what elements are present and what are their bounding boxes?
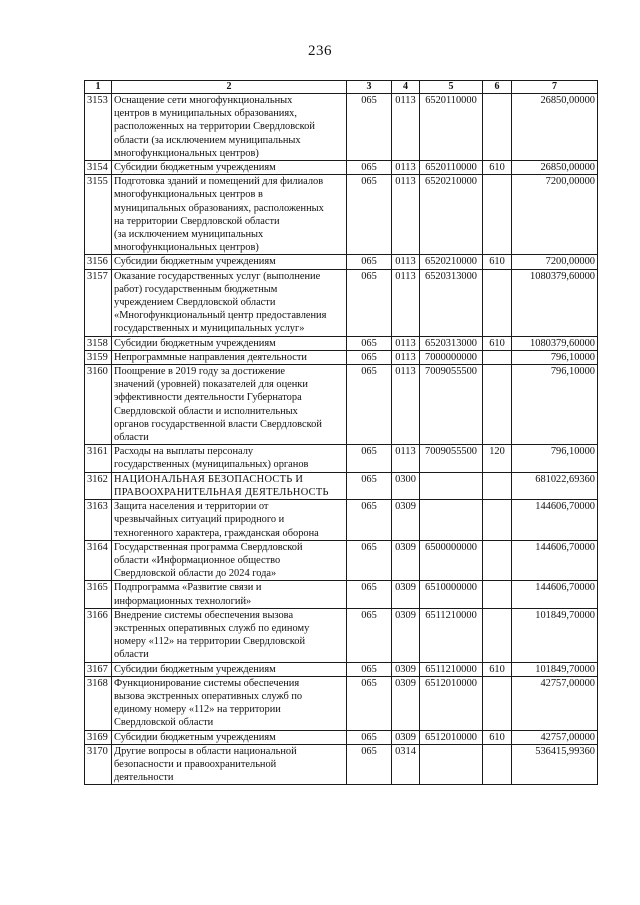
section-code: 0113 <box>392 365 420 445</box>
ministry-code: 065 <box>347 608 392 662</box>
target-item-code: 6520210000 <box>420 255 483 269</box>
section-code: 0113 <box>392 336 420 350</box>
row-name-line: (за исключением муниципальных <box>114 229 264 241</box>
row-name <box>112 365 347 445</box>
amount: 7200,00000 <box>512 175 598 255</box>
ministry-code: 065 <box>347 445 392 472</box>
row-name-line: области <box>114 649 149 661</box>
section-code: 0309 <box>392 500 420 541</box>
row-name <box>112 336 347 350</box>
row-name <box>112 676 347 730</box>
amount: 796,10000 <box>512 445 598 472</box>
table-row <box>85 175 598 255</box>
row-number: 3162 <box>85 472 112 499</box>
target-item-code: 7009055500 <box>420 365 483 445</box>
row-name-line: на территории Свердловской области <box>114 215 280 227</box>
ministry-code: 065 <box>347 269 392 336</box>
row-name-line: чрезвычайных ситуаций природного и <box>114 514 285 526</box>
row-number: 3156 <box>85 255 112 269</box>
row-number: 3163 <box>85 500 112 541</box>
target-item-code: 6520313000 <box>420 336 483 350</box>
ministry-code: 065 <box>347 744 392 785</box>
table-row <box>85 350 598 364</box>
section-code: 0309 <box>392 540 420 581</box>
row-name-line: центров в муниципальных образованиях, <box>114 108 297 120</box>
row-name-line: государственных и муниципальных услуг» <box>114 323 305 335</box>
ministry-code: 065 <box>347 350 392 364</box>
section-code: 0113 <box>392 175 420 255</box>
amount: 796,10000 <box>512 350 598 364</box>
section-code: 0113 <box>392 445 420 472</box>
table-row <box>85 365 598 445</box>
row-name-line: безопасности и правоохранительной <box>114 758 277 770</box>
ministry-code: 065 <box>347 161 392 175</box>
row-name <box>112 94 347 161</box>
row-name-line: номеру «112» на территории Свердловской <box>114 636 306 648</box>
amount: 681022,69360 <box>512 472 598 499</box>
row-name <box>112 350 347 364</box>
row-name <box>112 161 347 175</box>
row-number: 3167 <box>85 662 112 676</box>
section-code: 0309 <box>392 581 420 608</box>
row-number: 3160 <box>85 365 112 445</box>
table-row <box>85 676 598 730</box>
row-name-line: области <box>114 432 149 444</box>
amount: 101849,70000 <box>512 662 598 676</box>
ministry-code: 065 <box>347 540 392 581</box>
expense-type-code: 610 <box>483 730 512 744</box>
table-body <box>85 94 598 785</box>
ministry-code: 065 <box>347 676 392 730</box>
expense-type-code: 610 <box>483 336 512 350</box>
table-row <box>85 445 598 472</box>
expense-type-code <box>483 350 512 364</box>
expense-type-code <box>483 676 512 730</box>
row-name-line: экстренных оперативных служб по единому <box>114 622 310 634</box>
section-code: 0113 <box>392 255 420 269</box>
target-item-code: 7000000000 <box>420 350 483 364</box>
expense-type-code <box>483 581 512 608</box>
row-name-line: Свердловской области до 2024 года» <box>114 568 277 580</box>
expense-type-code <box>483 540 512 581</box>
row-name-line: техногенного характера, гражданская оборона <box>114 527 319 539</box>
row-number: 3164 <box>85 540 112 581</box>
table-row <box>85 500 598 541</box>
column-header-2: 2 <box>112 81 347 94</box>
row-name <box>112 472 347 499</box>
amount: 101849,70000 <box>512 608 598 662</box>
row-name-line: значений (уровней) показателей для оценки <box>114 379 308 391</box>
table-row <box>85 581 598 608</box>
section-code: 0300 <box>392 472 420 499</box>
row-name <box>112 445 347 472</box>
row-name-line: многофункциональных центров) <box>114 242 259 254</box>
row-name-line: Субсидии бюджетным учреждениям <box>114 162 276 174</box>
section-code: 0314 <box>392 744 420 785</box>
target-item-code: 6512010000 <box>420 730 483 744</box>
expense-type-code: 120 <box>483 445 512 472</box>
row-name <box>112 730 347 744</box>
expense-type-code: 610 <box>483 161 512 175</box>
expense-type-code: 610 <box>483 255 512 269</box>
table-row <box>85 608 598 662</box>
target-item-code: 6520313000 <box>420 269 483 336</box>
row-number: 3158 <box>85 336 112 350</box>
row-name-line: Другие вопросы в области национальной <box>114 745 297 757</box>
row-name-line: Функционирование системы обеспечения <box>114 677 300 689</box>
ministry-code: 065 <box>347 365 392 445</box>
row-name-line: Оказание государственных услуг (выполнение <box>114 270 321 282</box>
row-name-line: Внедрение системы обеспечения вызова <box>114 609 294 621</box>
ministry-code: 065 <box>347 175 392 255</box>
ministry-code: 065 <box>347 472 392 499</box>
table-row <box>85 472 598 499</box>
amount: 1080379,60000 <box>512 336 598 350</box>
row-name-line: вызова экстренных оперативных служб по <box>114 690 303 702</box>
row-name-line: информационных технологий» <box>114 595 252 607</box>
row-name-line: муниципальных образованиях, расположенных <box>114 202 324 214</box>
row-name <box>112 581 347 608</box>
row-name-line: Субсидии бюджетным учреждениям <box>114 663 276 675</box>
target-item-code: 6520110000 <box>420 161 483 175</box>
column-header-3: 3 <box>347 81 392 94</box>
row-name <box>112 744 347 785</box>
row-name-line: расположенных на территории Свердловской <box>114 121 315 133</box>
target-item-code: 6520110000 <box>420 94 483 161</box>
amount: 42757,00000 <box>512 676 598 730</box>
row-name-line: Субсидии бюджетным учреждениям <box>114 256 276 268</box>
section-code: 0113 <box>392 94 420 161</box>
row-name-line: Непрограммные направления деятельности <box>114 351 307 363</box>
expense-type-code <box>483 500 512 541</box>
row-name <box>112 540 347 581</box>
target-item-code: 6520210000 <box>420 175 483 255</box>
expense-type-code <box>483 744 512 785</box>
target-item-code: 6512010000 <box>420 676 483 730</box>
row-number: 3161 <box>85 445 112 472</box>
row-name <box>112 500 347 541</box>
expense-type-code <box>483 608 512 662</box>
row-name-line: государственных (муниципальных) органов <box>114 459 309 471</box>
row-name-line: органов государственной власти Свердловской <box>114 418 322 430</box>
amount: 26850,00000 <box>512 94 598 161</box>
target-item-code: 6511210000 <box>420 608 483 662</box>
target-item-code: 7009055500 <box>420 445 483 472</box>
row-name-line: Свердловской области и исполнительных <box>114 405 298 417</box>
row-number: 3169 <box>85 730 112 744</box>
column-header-4: 4 <box>392 81 420 94</box>
expense-type-code: 610 <box>483 662 512 676</box>
column-header-1: 1 <box>85 81 112 94</box>
row-name-line: эффективности деятельности Губернатора <box>114 392 302 404</box>
section-code: 0309 <box>392 608 420 662</box>
ministry-code: 065 <box>347 94 392 161</box>
row-name-line: Расходы на выплаты персоналу <box>114 446 254 458</box>
target-item-code: 6511210000 <box>420 662 483 676</box>
ministry-code: 065 <box>347 500 392 541</box>
ministry-code: 065 <box>347 730 392 744</box>
row-name-line: Государственная программа Свердловской <box>114 541 303 553</box>
row-number: 3159 <box>85 350 112 364</box>
expense-type-code <box>483 269 512 336</box>
table-row <box>85 161 598 175</box>
row-number: 3170 <box>85 744 112 785</box>
table-row <box>85 662 598 676</box>
row-name-line: многофункциональных центров в <box>114 189 263 201</box>
section-code: 0113 <box>392 269 420 336</box>
row-number: 3153 <box>85 94 112 161</box>
expense-type-code <box>483 365 512 445</box>
ministry-code: 065 <box>347 336 392 350</box>
target-item-code: 6510000000 <box>420 581 483 608</box>
row-name <box>112 269 347 336</box>
amount: 1080379,60000 <box>512 269 598 336</box>
amount: 144606,70000 <box>512 540 598 581</box>
amount: 26850,00000 <box>512 161 598 175</box>
row-name-line: «Многофункциональный центр предоставления <box>114 310 327 322</box>
column-header-7: 7 <box>512 81 598 94</box>
row-name-line: Оснащение сети многофункциональных <box>114 95 293 106</box>
table-row <box>85 730 598 744</box>
amount: 42757,00000 <box>512 730 598 744</box>
target-item-code <box>420 500 483 541</box>
row-number: 3155 <box>85 175 112 255</box>
section-code: 0309 <box>392 676 420 730</box>
row-name <box>112 608 347 662</box>
row-name-line: НАЦИОНАЛЬНАЯ БЕЗОПАСНОСТЬ И <box>114 473 304 485</box>
row-number: 3154 <box>85 161 112 175</box>
row-name-line: области «Информационное общество <box>114 554 281 566</box>
row-name <box>112 255 347 269</box>
expense-type-code <box>483 94 512 161</box>
table-row <box>85 255 598 269</box>
amount: 7200,00000 <box>512 255 598 269</box>
amount: 796,10000 <box>512 365 598 445</box>
row-name-line: деятельности <box>114 772 174 784</box>
row-name-line: области (за исключением муниципальных <box>114 134 301 146</box>
page-number: 236 <box>308 43 332 59</box>
table-row <box>85 269 598 336</box>
section-code: 0309 <box>392 662 420 676</box>
row-name-line: Подготовка зданий и помещений для филиалов <box>114 176 324 188</box>
ministry-code: 065 <box>347 581 392 608</box>
row-name-line: Подпрограмма «Развитие связи и <box>114 582 262 594</box>
table-row <box>85 94 598 161</box>
target-item-code <box>420 472 483 499</box>
section-code: 0113 <box>392 161 420 175</box>
amount: 144606,70000 <box>512 581 598 608</box>
row-name-line: единому номеру «112» на территории <box>114 704 281 716</box>
row-number: 3157 <box>85 269 112 336</box>
row-name-line: ПРАВООХРАНИТЕЛЬНАЯ ДЕЯТЕЛЬНОСТЬ <box>114 486 329 498</box>
row-name <box>112 175 347 255</box>
table-row <box>85 744 598 785</box>
row-name-line: многофункциональных центров) <box>114 147 259 159</box>
row-number: 3165 <box>85 581 112 608</box>
row-name-line: Субсидии бюджетным учреждениям <box>114 731 276 743</box>
row-name-line: Свердловской области <box>114 717 214 729</box>
column-header-6: 6 <box>483 81 512 94</box>
row-number: 3166 <box>85 608 112 662</box>
target-item-code: 6500000000 <box>420 540 483 581</box>
row-number: 3168 <box>85 676 112 730</box>
section-code: 0309 <box>392 730 420 744</box>
row-name-line: учреждением Свердловской области <box>114 297 276 309</box>
row-name-line: Поощрение в 2019 году за достижение <box>114 366 286 378</box>
column-header-5: 5 <box>420 81 483 94</box>
ministry-code: 065 <box>347 662 392 676</box>
expense-type-code <box>483 175 512 255</box>
amount: 536415,99360 <box>512 744 598 785</box>
table-row <box>85 336 598 350</box>
expense-type-code <box>483 472 512 499</box>
row-name-line: Субсидии бюджетным учреждениям <box>114 337 276 349</box>
amount: 144606,70000 <box>512 500 598 541</box>
target-item-code <box>420 744 483 785</box>
row-name <box>112 662 347 676</box>
budget-table <box>84 80 598 785</box>
table-header-row <box>85 81 598 94</box>
row-name-line: работ) государственным бюджетным <box>114 283 278 295</box>
row-name-line: Защита населения и территории от <box>114 501 269 513</box>
table-row <box>85 540 598 581</box>
section-code: 0113 <box>392 350 420 364</box>
ministry-code: 065 <box>347 255 392 269</box>
